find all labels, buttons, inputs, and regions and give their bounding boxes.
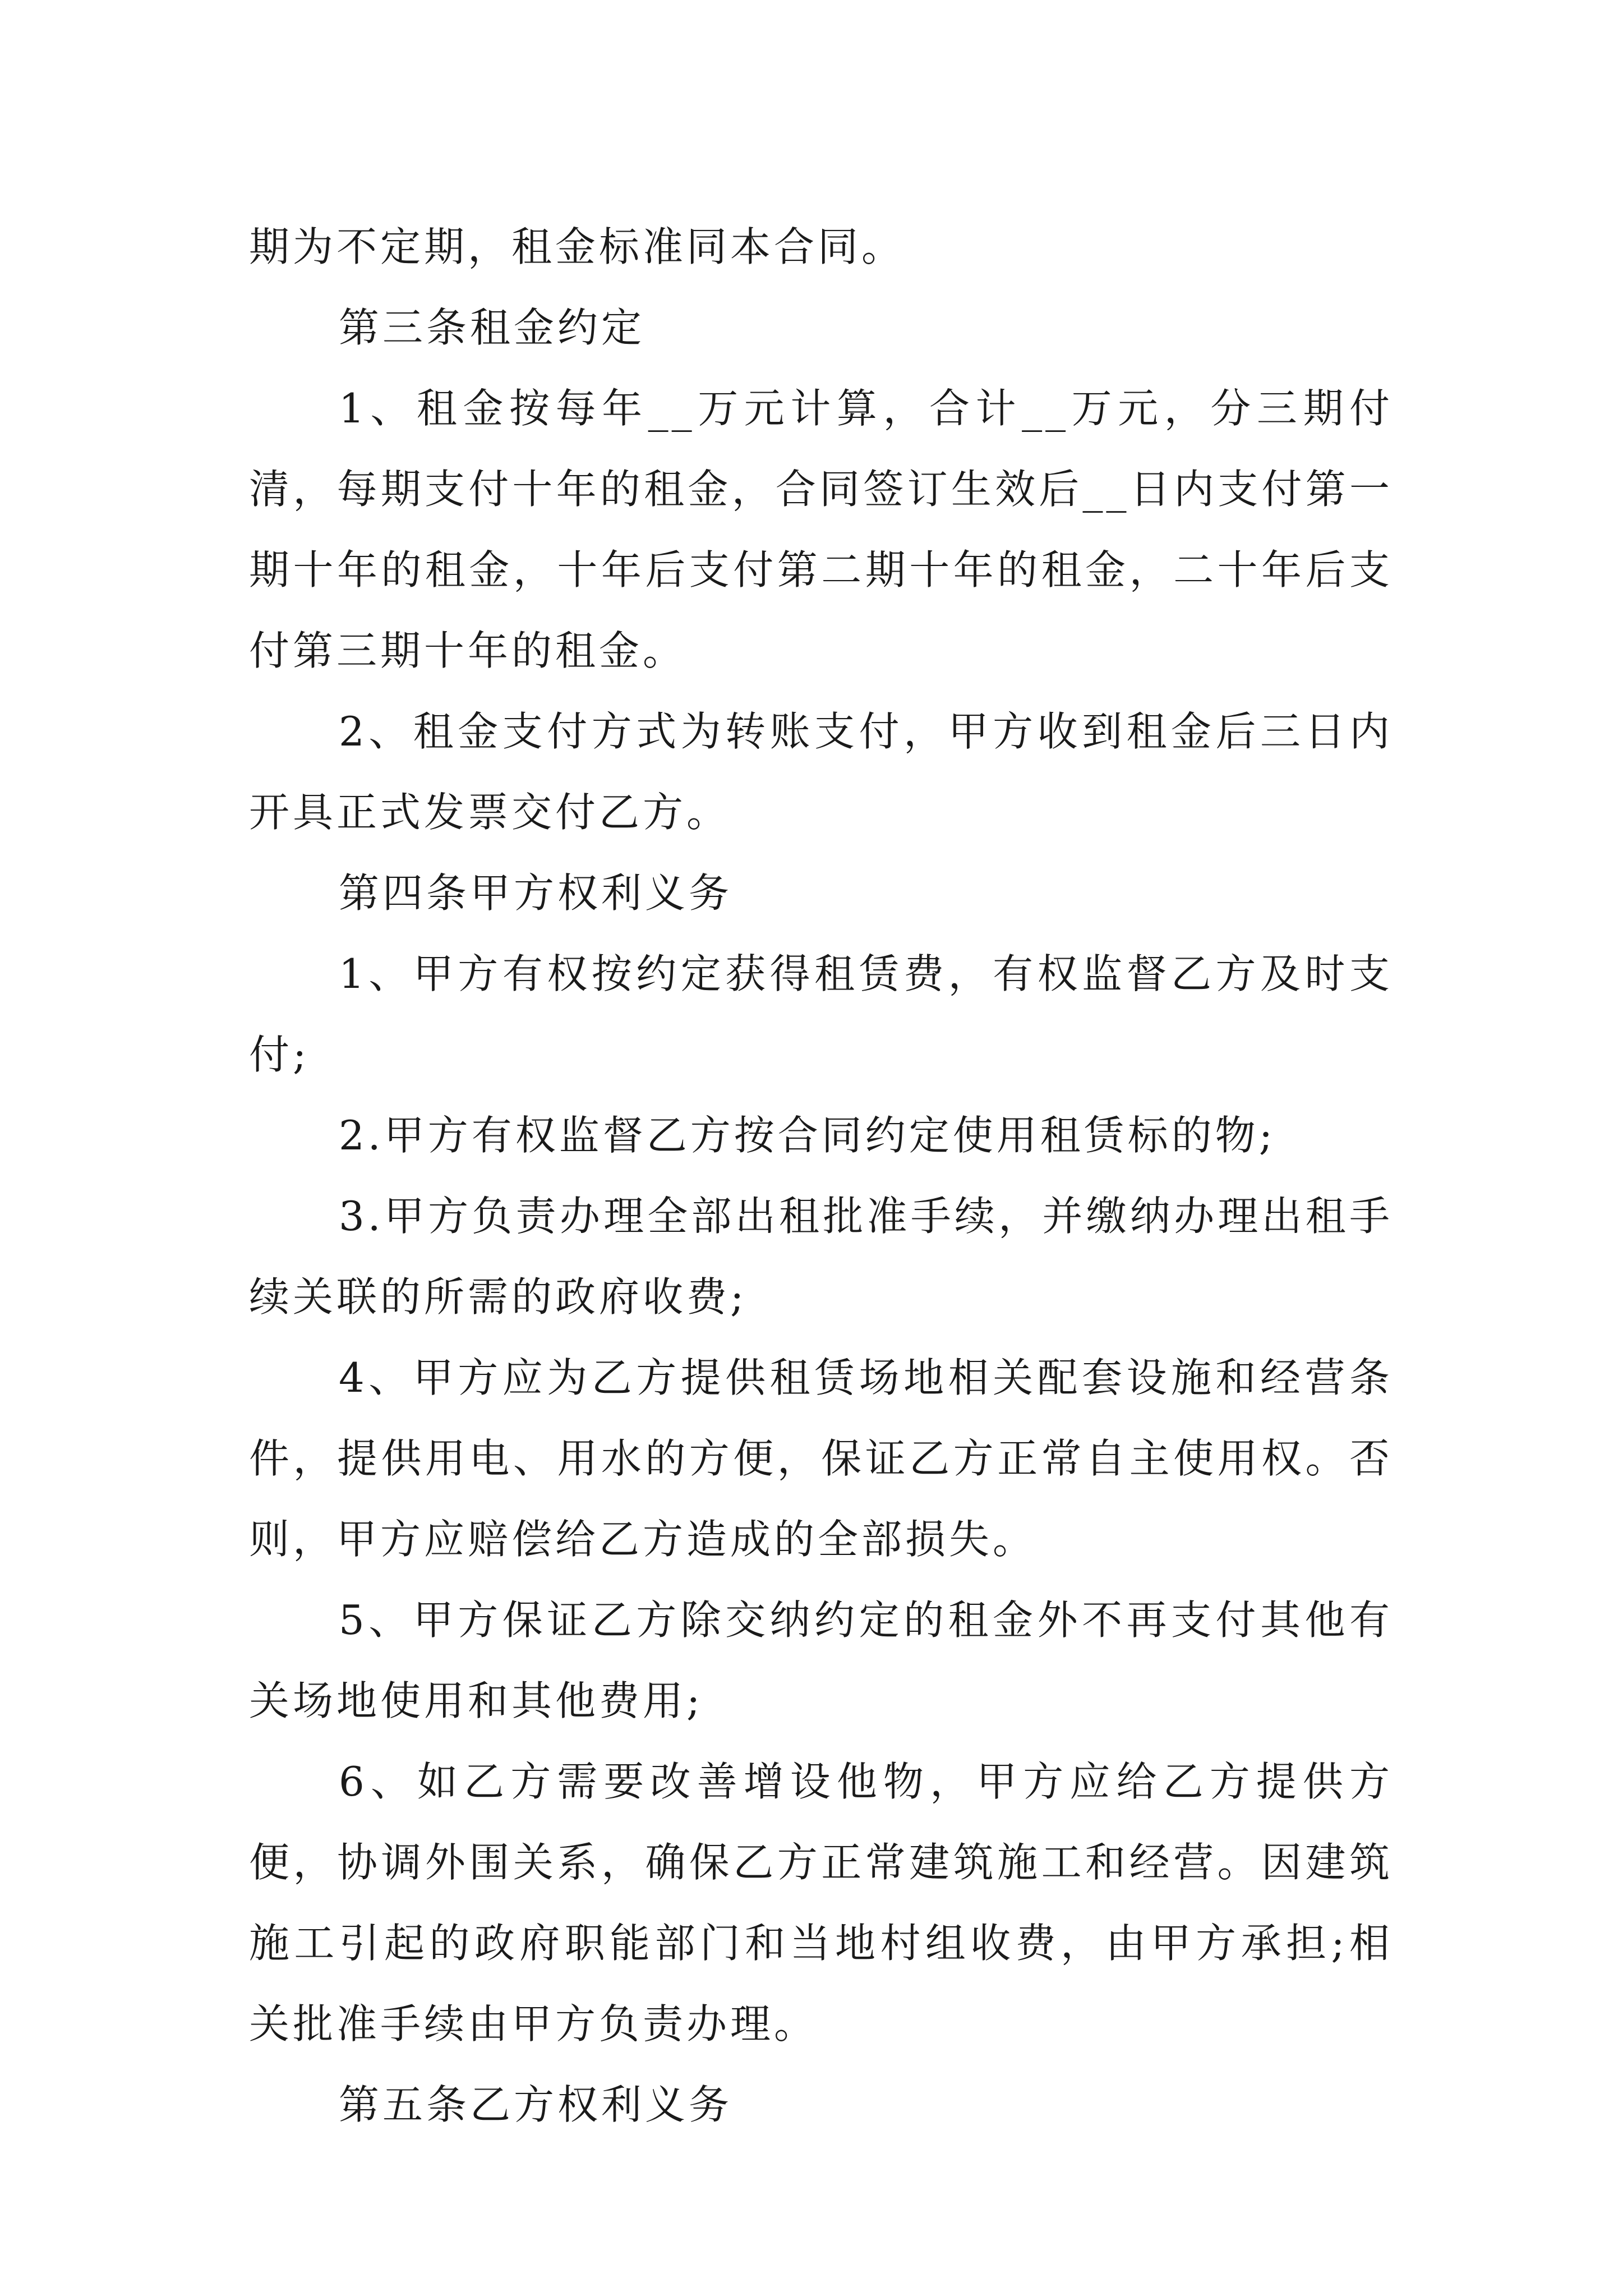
section-heading-article-3: 第三条租金约定 (339, 304, 645, 351)
document-body (249, 206, 1393, 2145)
clause-3-2: 2、租金支付方式为转账支付，甲方收到租金后三日内开具正式发票交付乙方。 (249, 708, 1393, 836)
section-heading-article-5: 第五条乙方权利义务 (339, 2081, 733, 2128)
paragraph-continuation: 期为不定期，租金标准同本合同。 (249, 223, 906, 270)
clause-4-1: 1、甲方有权按约定获得租赁费，有权监督乙方及时支付; (249, 950, 1393, 1078)
clause-4-4: 4、甲方应为乙方提供租赁场地相关配套设施和经营条件，提供用电、用水的方便，保证乙方正常自主使用权。否则，甲方应赔偿给乙方造成的全部损失。 (249, 1354, 1393, 1563)
clause-4-3: 3.甲方负责办理全部出租批准手续，并缴纳办理出租手续关联的所需的政府收费; (249, 1193, 1393, 1320)
clause-4-2: 2.甲方有权监督乙方按合同约定使用租赁标的物; (339, 1112, 1276, 1159)
section-heading-article-4: 第四条甲方权利义务 (339, 869, 733, 917)
clause-3-1: 1、租金按每年__万元计算，合计__万元，分三期付清，每期支付十年的租金，合同签订生效后__日内支付第一期十年的租金，十年后支付第二期十年的租金，二十年后支付第三期十年的租金。 (249, 385, 1393, 674)
clause-4-5: 5、甲方保证乙方除交纳约定的租金外不再支付其他有关场地使用和其他费用; (249, 1596, 1393, 1724)
clause-4-6: 6、如乙方需要改善增设他物，甲方应给乙方提供方便，协调外围关系，确保乙方正常建筑施工和经营。因建筑施工引起的政府职能部门和当地村组收费，由甲方承担;相关批准手续由甲方负责办理。 (249, 1758, 1393, 2047)
